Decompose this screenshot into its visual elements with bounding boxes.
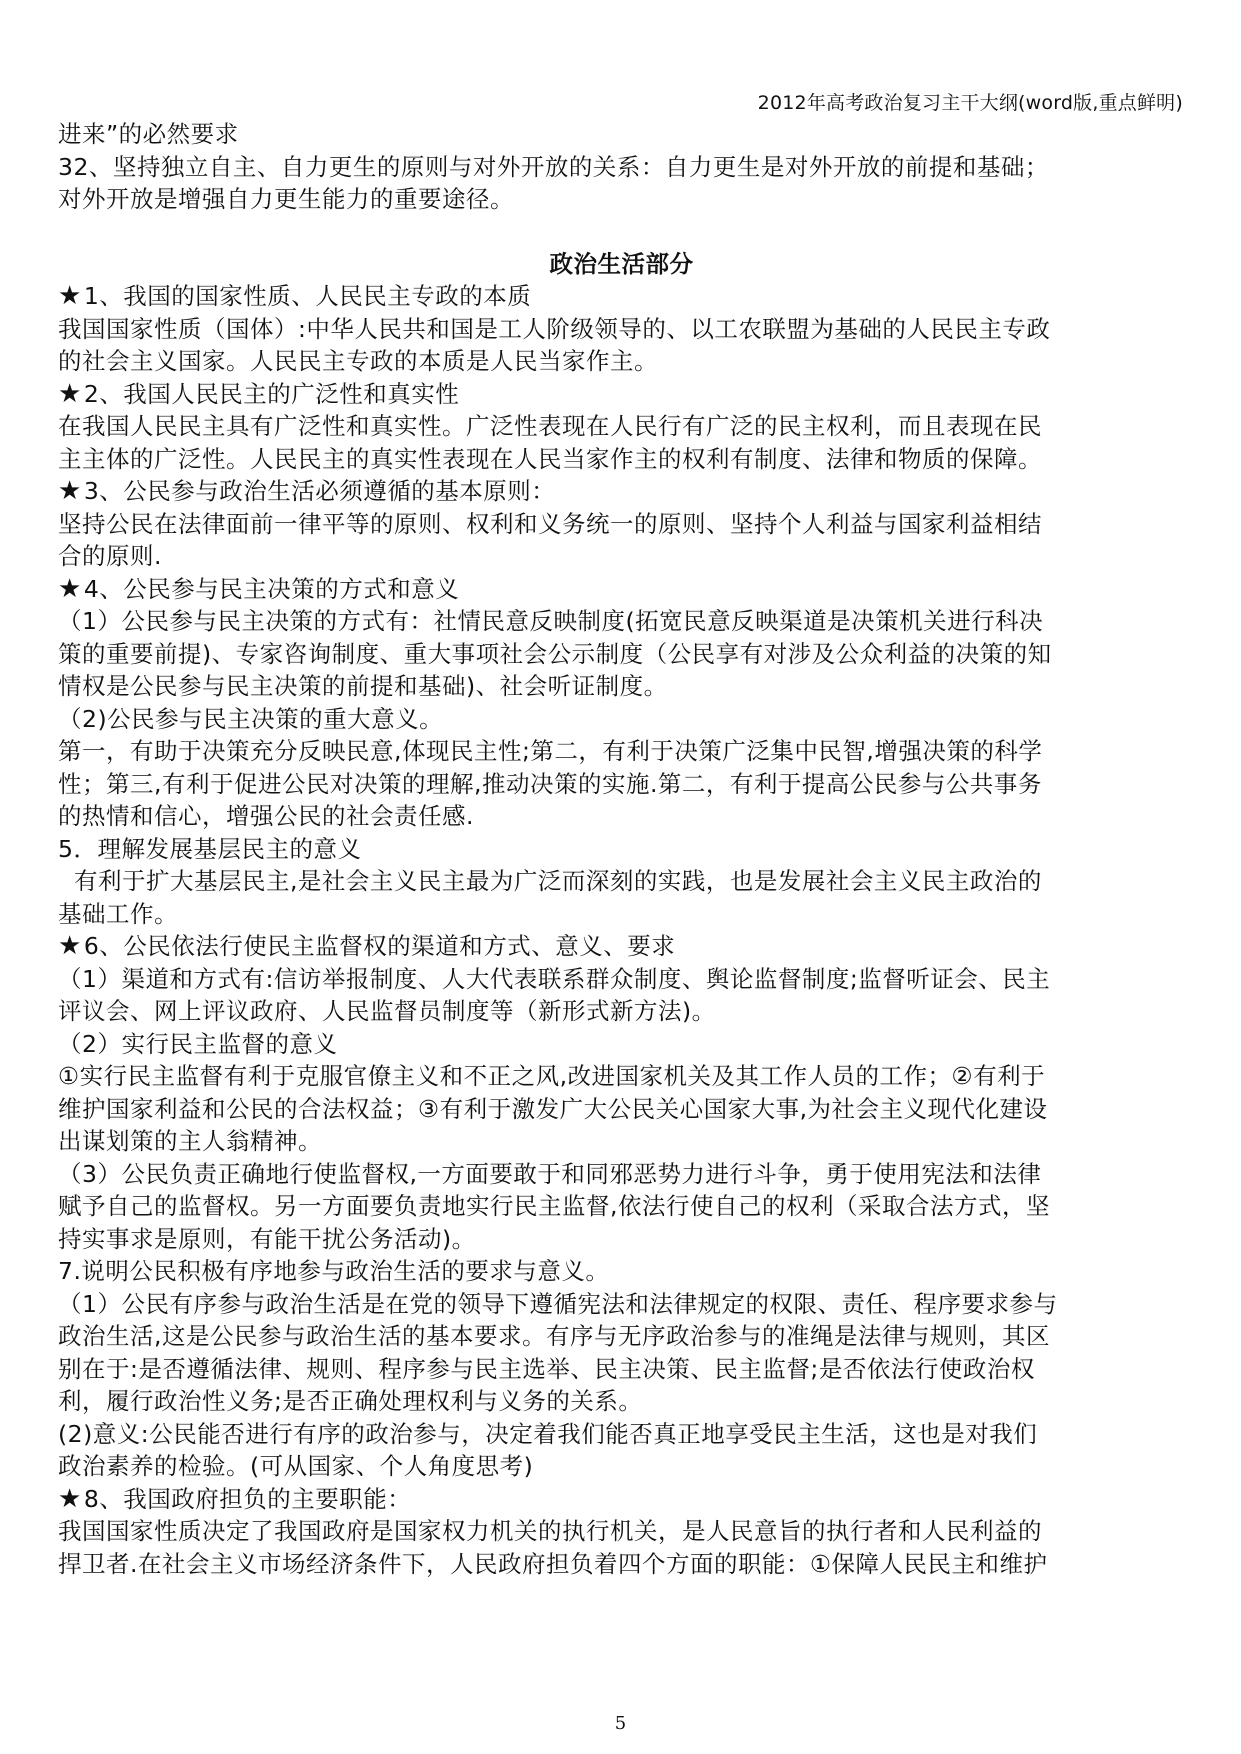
text-line: （2）实行民主监督的意义: [58, 1029, 338, 1058]
text-line: 策的重要前提)、专家咨询制度、重大事项社会公示制度（公民享有对涉及公众利益的决策的知: [58, 639, 1052, 668]
item-heading-5: 5．理解发展基层民主的意义: [58, 834, 362, 863]
text-line: 基础工作。: [58, 899, 178, 928]
text-line: 合的原则.: [58, 542, 162, 570]
page-content: [58, 118, 1185, 1580]
star-icon: ★: [58, 573, 82, 604]
text-line: 捍卫者.在社会主义市场经济条件下，人民政府担负着四个方面的职能：①保障人民民主和维护: [58, 1549, 1048, 1578]
text-line: 对外开放是增强自力更生能力的重要途径。: [58, 185, 514, 213]
star-icon: ★: [58, 476, 82, 506]
text-line: 赋予自己的监督权。另一方面要负责地实行民主监督,依法行使自己的权利（采取合法方式，坚: [58, 1192, 1050, 1220]
text-line: 第一，有助于决策充分反映民意,体现民主性;第二，有利于决策广泛集中民智,增强决策的科学: [58, 737, 1043, 765]
text-line: 有利于扩大基层民主,是社会主义民主最为广泛而深刻的实践，也是发展社会主义民主政治的: [58, 867, 1042, 895]
page-number: 5: [614, 1713, 627, 1734]
text-line: 政治生活,这是公民参与政治生活的基本要求。有序与无序政治参与的准绳是法律与规则，其区: [58, 1322, 1050, 1350]
text-line: (2)意义:公民能否进行有序的政治参与，决定着我们能否真正地享受民主生活，这也是对我们: [58, 1419, 1038, 1448]
text-line: （1）公民参与民主决策的方式有：社情民意反映制度(拓宽民意反映渠道是决策机关进行科决: [58, 607, 1044, 635]
text-line: （2)公民参与民主决策的重大意义。: [58, 704, 444, 733]
star-icon: ★: [58, 281, 82, 311]
text-line: 在我国人民民主具有广泛性和真实性。广泛性表现在人民行有广泛的民主权利，而且表现在民: [58, 412, 1042, 440]
text-line: 我国国家性质决定了我国政府是国家权力机关的执行机关，是人民意旨的执行者和人民利益的: [58, 1517, 1042, 1545]
text-line: 维护国家利益和公民的合法权益；③有利于激发广大公民关心国家大事,为社会主义现代化建设: [58, 1094, 1048, 1123]
item-heading-1: [58, 280, 1185, 313]
section-title: 政治生活部分: [549, 249, 694, 278]
item-heading-7: 7.说明公民积极有序地参与政治生活的要求与意义。: [58, 1257, 610, 1285]
heading-text: 4、公民参与民主决策的方式和意义: [83, 574, 460, 603]
text-line: 坚持公民在法律面前一律平等的原则、权利和义务统一的原则、坚持个人利益与国家利益相结: [58, 509, 1042, 538]
text-line: 情权是公民参与民主决策的前提和基础)、社会听证制度。: [58, 672, 668, 700]
item-heading-3: [58, 475, 1185, 508]
heading-text: 1、我国的国家性质、人民民主专政的本质: [83, 282, 532, 310]
running-header: 2012年高考政治复习主干大纲(word版,重点鲜明): [757, 92, 1183, 114]
heading-text: 8、我国政府担负的主要职能：: [83, 1484, 412, 1513]
star-icon: ★: [58, 1483, 82, 1514]
text-line: ①实行民主监督有利于克服官僚主义和不正之风,改进国家机关及其工作人员的工作；②有利于: [58, 1062, 1046, 1090]
text-line: 主主体的广泛性。人民民主的真实性表现在人民当家作主的权利有制度、法律和物质的保障。: [58, 444, 1042, 473]
text-line: 32、坚持独立自主、自力更生的原则与对外开放的关系：自力更生是对外开放的前提和基础；: [58, 152, 1049, 181]
text-line: 评议会、网上评议政府、人民监督员制度等（新形式新方法)。: [58, 997, 716, 1025]
text-line: （3）公民负责正确地行使监督权,一方面要敢于和同邪恶势力进行斗争，勇于使用宪法和法律: [58, 1159, 1042, 1188]
text-line: 利，履行政治性义务;是否正确处理权利与义务的关系。: [58, 1387, 643, 1415]
text-line: 政治素养的检验。(可从国家、个人角度思考): [58, 1452, 534, 1480]
text-line: 进来”的必然要求: [58, 120, 239, 148]
text-line: 的热情和信心，增强公民的社会责任感.: [58, 802, 474, 830]
text-line: 我国国家性质（国体）:中华人民共和国是工人阶级领导的、以工农联盟为基础的人民民主专政: [58, 314, 1051, 343]
star-icon: ★: [58, 378, 82, 409]
item-heading-6: [58, 930, 1185, 963]
heading-text: 2、我国人民民主的广泛性和真实性: [83, 379, 460, 408]
star-icon: ★: [58, 931, 82, 961]
text-line: 别在于:是否遵循法律、规则、程序参与民主选举、民主决策、民主监督;是否依法行使政治权: [58, 1354, 1035, 1383]
item-heading-8: [58, 1483, 1185, 1516]
text-line: 出谋划策的主人翁精神。: [58, 1127, 322, 1155]
item-heading-4: [58, 573, 1185, 606]
heading-text: 6、公民依法行使民主监督权的渠道和方式、意义、要求: [83, 932, 676, 960]
text-line: （1）公民有序参与政治生活是在党的领导下遵循宪法和法律规定的权限、责任、程序要求参与: [58, 1289, 1058, 1318]
text-line: 的社会主义国家。人民民主专政的本质是人民当家作主。: [58, 347, 658, 375]
text-line: （1）渠道和方式有:信访举报制度、人大代表联系群众制度、舆论监督制度;监督听证会、民主: [58, 964, 1051, 993]
text-line: 持实事求是原则，有能干扰公务活动)。: [58, 1224, 476, 1253]
item-heading-2: [58, 378, 1185, 411]
heading-text: 3、公民参与政治生活必须遵循的基本原则：: [83, 477, 556, 505]
text-line: 性；第三,有利于促进公民对决策的理解,推动决策的实施.第二，有利于提高公民参与公共事务: [58, 769, 1042, 798]
